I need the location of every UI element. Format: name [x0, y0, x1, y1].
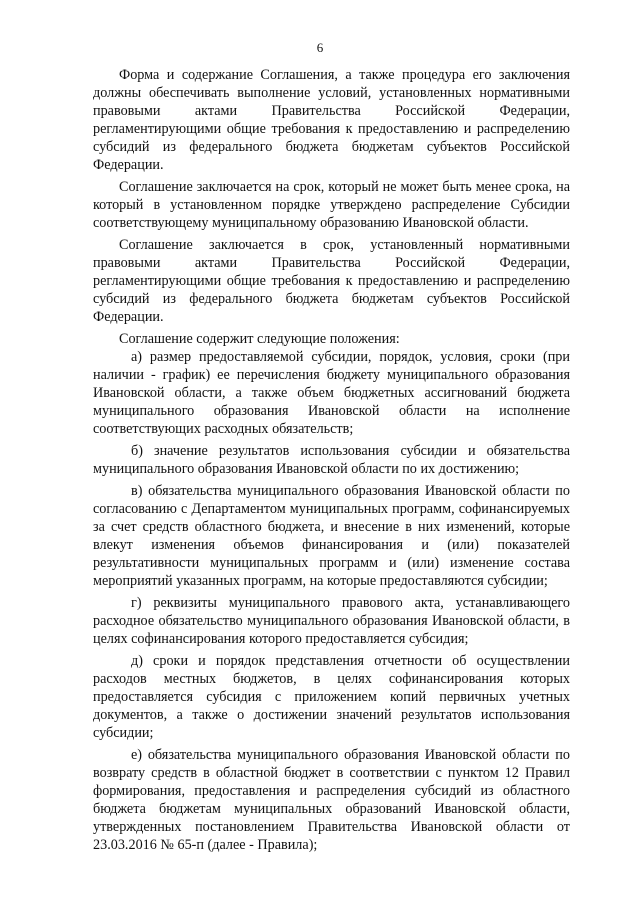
paragraph-agreement-contains: Соглашение содержит следующие положения:	[119, 331, 400, 347]
list-item-g: г) реквизиты муниципального правового акта, устанавливающего расходное обязательство муниципального образования Ивановской области, в целях софинансирования которого предоставляется субсидия;	[93, 595, 570, 647]
list-item-v: в) обязательства муниципального образования Ивановской области по согласованию с Департаментом муниципальных программ, софинансируемых за счет средств областного бюджета, и внесение в них изменений, которые влекут изменения объемов финансирования и (или) показателей результативности муниципальных программ и (или) изменение состава мероприятий указанных программ, на которые предоставляются субсидии;	[93, 483, 570, 589]
list-item-a: а) размер предоставляемой субсидии, порядок, условия, сроки (при наличии - график) ее перечисления бюджету муниципального образования Ивановской области, а также объем бюджетных ассигнований бюджета муниципального образования Ивановской области на исполнение соответствующих расходных обязательств;	[93, 349, 570, 437]
document-body	[93, 66, 570, 858]
list-item-e: е) обязательства муниципального образования Ивановской области по возврату средств в областной бюджет в соответствии с пунктом 12 Правил формирования, предоставления и распределения субсидий из областного бюджета бюджетам муниципальных образований Ивановской области, утвержденных постановлением Правительства Ивановской области от 23.03.2016 № 65-п (далее - Правила);	[93, 747, 570, 853]
list-item-b: б) значение результатов использования субсидии и обязательства муниципального образования Ивановской области по их достижению;	[93, 443, 570, 477]
page-number: 6	[316, 40, 324, 55]
paragraph-agreement-deadline: Соглашение заключается в срок, установленный нормативными правовыми актами Правительства Российской Федерации, регламентирующими общие требования к предоставлению и распределению субсидий из федерального бюджета бюджетам субъектов Российской Федерации.	[93, 237, 570, 325]
paragraph-agreement-term: Соглашение заключается на срок, который не может быть менее срока, на который в установленном порядке утверждено распределение Субсидии соответствующему муниципальному образованию Ивановской области.	[93, 179, 570, 231]
list-item-d: д) сроки и порядок представления отчетности об осуществлении расходов местных бюджетов, в целях софинансирования которых предоставляется субсидия с приложением копий первичных учетных документов, а также о достижении значений результатов использования субсидии;	[93, 653, 570, 741]
paragraph-form-content: Форма и содержание Соглашения, а также процедура его заключения должны обеспечивать выполнение условий, установленных нормативными правовыми актами Правительства Российской Федерации, регламентирующими общие требования к предоставлению и распределению субсидий из федерального бюджета бюджетам субъектов Российской Федерации.	[93, 67, 570, 173]
